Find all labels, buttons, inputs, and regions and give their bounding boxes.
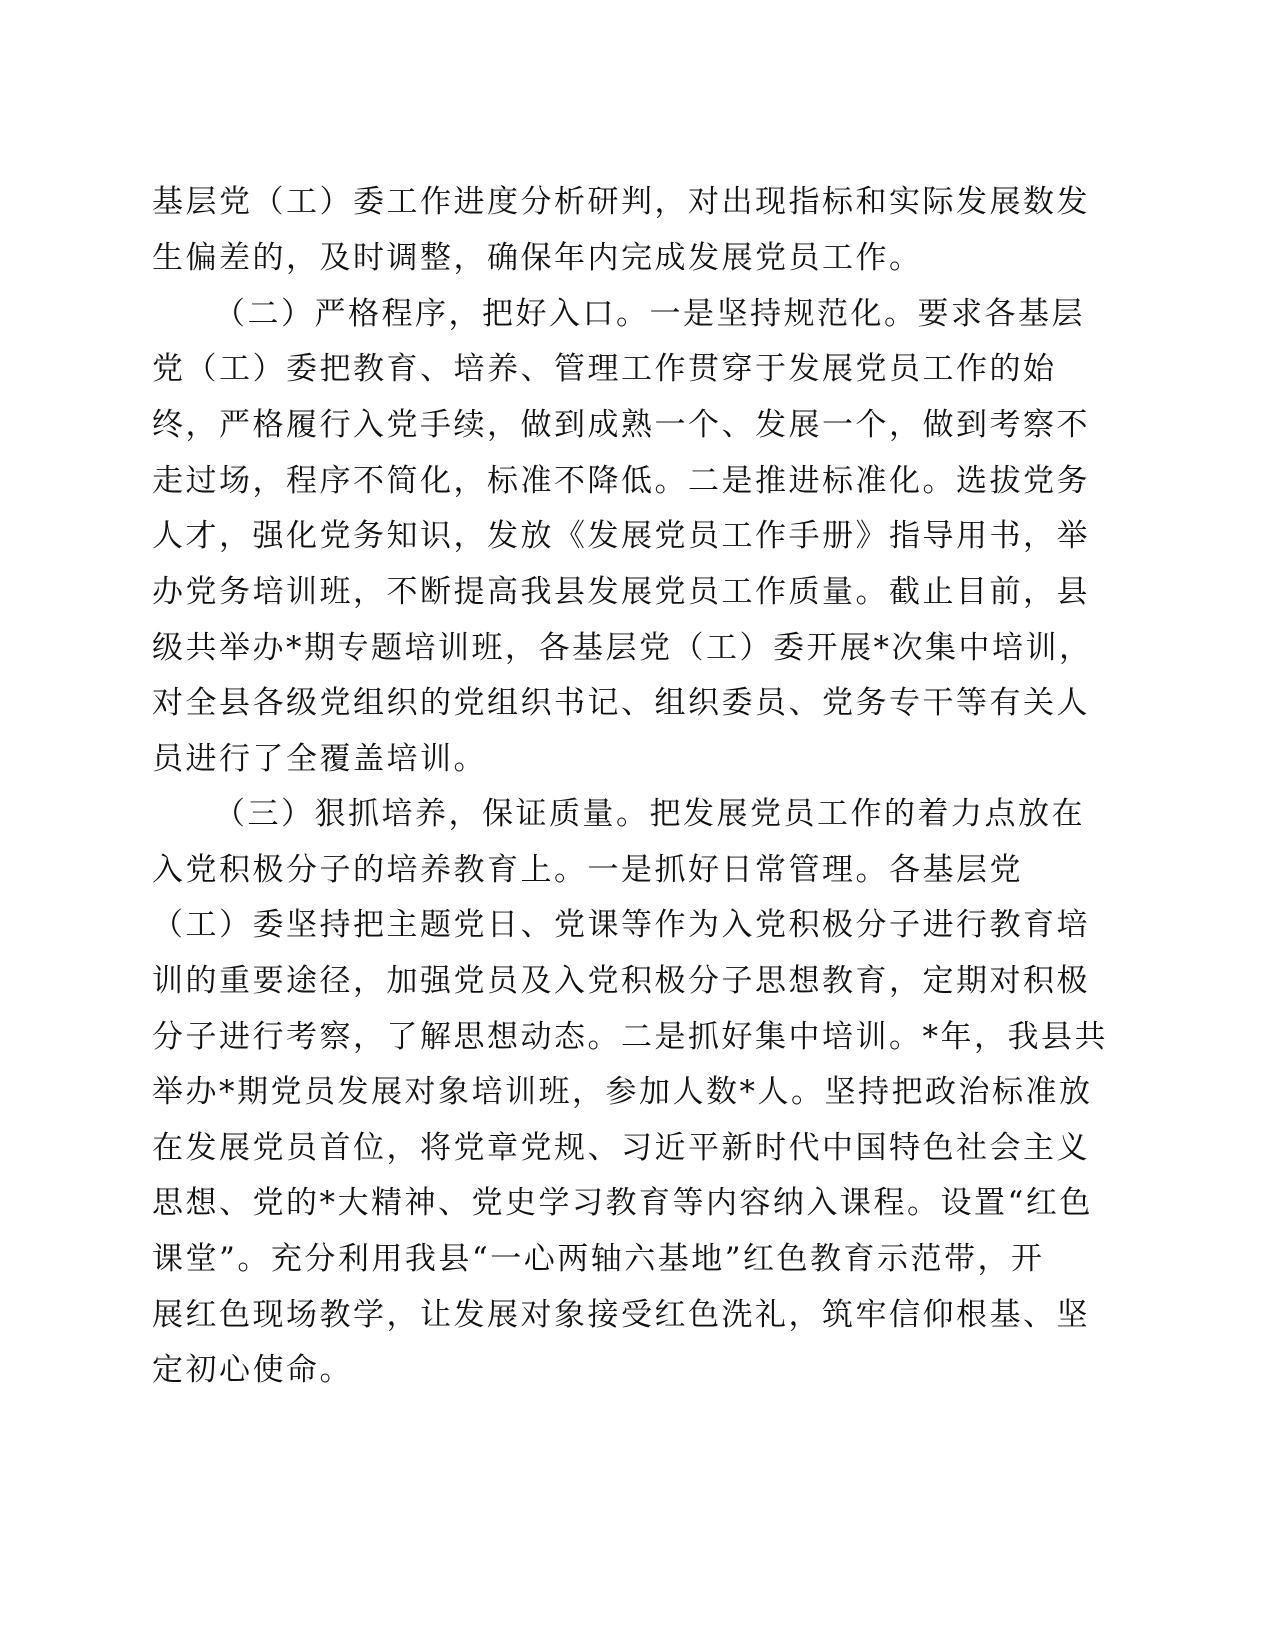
text-line: 分子进行考察，了解思想动态。二是抓好集中培训。*年，我县共 xyxy=(152,1019,1108,1055)
text-line: 训的重要途径，加强党员及入党积极分子思想教育，定期对积极 xyxy=(152,963,1090,999)
text-line: 人才，强化党务知识，发放《发展党员工作手册》指导用书，举 xyxy=(152,518,1090,554)
text-line: 走过场，程序不简化，标准不降低。二是推进标准化。选拔党务 xyxy=(152,463,1090,499)
text-line: 党（工）委把教育、培养、管理工作贯穿于发展党员工作的始 xyxy=(152,351,1057,387)
section-heading-line: （三）狠抓培养，保证质量。把发展党员工作的着力点放在 xyxy=(214,796,1085,832)
text-line: 办党务培训班，不断提高我县发展党员工作质量。截止目前，县 xyxy=(152,574,1090,610)
text-line: 对全县各级党组织的党组织书记、组织委员、党务专干等有关人 xyxy=(152,685,1090,721)
text-line: （工）委坚持把主题党日、党课等作为入党积极分子进行教育培 xyxy=(152,907,1090,943)
text-line: 终，严格履行入党手续，做到成熟一个、发展一个，做到考察不 xyxy=(152,407,1090,443)
text-line: 举办*期党员发展对象培训班，参加人数*人。坚持把政治标准放 xyxy=(152,1074,1093,1110)
text-line: 生偏差的，及时调整，确保年内完成发展党员工作。 xyxy=(152,240,923,276)
text-line: 在发展党员首位，将党章党规、习近平新时代中国特色社会主义 xyxy=(152,1130,1090,1166)
text-line: 员进行了全覆盖培训。 xyxy=(152,741,487,777)
text-line: 定初心使命。 xyxy=(152,1352,353,1388)
text-line: 课堂”。充分利用我县“一心两轴六基地”红色教育示范带，开 xyxy=(152,1241,1045,1277)
text-line: 思想、党的*大精神、党史学习教育等内容纳入课程。设置“红色 xyxy=(152,1185,1093,1221)
text-line: 级共举办*期专题培训班，各基层党（工）委开展*次集中培训， xyxy=(152,630,1093,666)
section-heading-line: （二）严格程序，把好入口。一是坚持规范化。要求各基层 xyxy=(214,296,1085,332)
text-line: 展红色现场教学，让发展对象接受红色洗礼，筑牢信仰根基、坚 xyxy=(152,1297,1090,1333)
text-line: 入党积极分子的培养教育上。一是抓好日常管理。各基层党 xyxy=(152,852,1023,888)
text-line: 基层党（工）委工作进度分析研判，对出现指标和实际发展数发 xyxy=(152,184,1090,220)
